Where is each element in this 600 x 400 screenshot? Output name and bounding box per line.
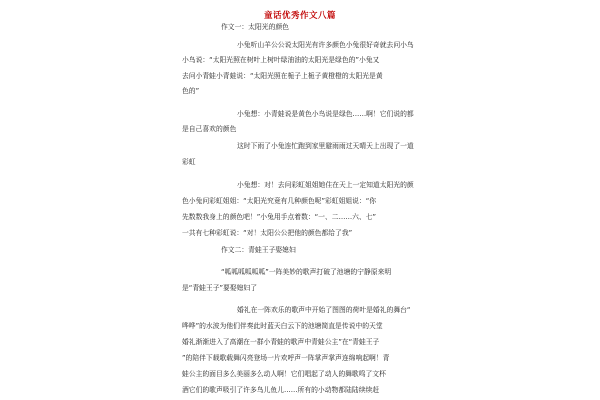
paragraph-line: 婚礼渐渐进入了高潮在一群小青蛙的歌声中青蛙公主”在“青蛙王子	[182, 338, 380, 346]
paragraph-line: 这时下雨了小兔连忙跑到家里避雨雨过天晴天上出现了一道	[237, 142, 414, 150]
paragraph-line: 蛙公主的面目多么美丽多么动人啊！它们唱起了动人的舞歌鸣了文杯	[182, 370, 386, 378]
paragraph-line: 是自己喜欢的颜色	[182, 125, 237, 133]
section-heading-2: 作文二：青蛙王子娶媳妇	[221, 246, 296, 254]
section-heading-1: 作文一：太阳光的颜色	[221, 23, 289, 31]
paragraph-line: 酒它们的歌声吸引了许多鸟儿鱼儿……所有的小动物都陆陆续续赶	[182, 386, 380, 394]
paragraph-line: 一共有七种彩虹说：“对！太阳公公把他的颜色都给了我”	[182, 229, 353, 237]
document-title: 童话优秀作文八篇	[263, 11, 336, 21]
paragraph-line: 哗哗”的水波为他们伴奏此时蓝天白云下的池塘简直是传说中的天堂	[182, 322, 383, 330]
paragraph-line: 婚礼在一阵欢乐的歌声中开始了图图的荷叶是婚礼的舞台“	[237, 306, 411, 314]
paragraph-line: 小鸟说：“太阳光照在树叶上树叶绿油油的太阳光是绿色的”小兔又	[182, 56, 380, 64]
paragraph-line: 是“青蛙王子”要娶媳妇了	[182, 284, 258, 292]
paragraph-line: 小兔想：小青蛙说是黄色小鸟说是绿色……啊！它们说的都	[237, 110, 414, 118]
paragraph-line: ”的陪伴下载歌载舞闪亮登场一片欢呼声一阵掌声掌声连绵响起啊！青	[182, 354, 390, 362]
paragraph-line: 小兔听山羊公公说太阳光有许多颜色小兔很好奇就去问小鸟	[237, 41, 414, 49]
paragraph-line: 色小兔问彩虹姐姐：“太阳光究竟有几种颜色呢”彩虹姐姐说：“你	[182, 197, 377, 205]
paragraph-line: 小兔想：对！去问彩虹姐姐她住在天上一定知道太阳光的颜	[237, 181, 414, 189]
paragraph-line: 色的”	[182, 87, 200, 95]
paragraph-line: 去问小青蛙小青蛙说：“太阳光照在栀子上栀子黄橙橙的太阳光是黄	[182, 72, 383, 80]
paragraph-line: “呱呱呱呱呱呱”一阵美妙的歌声打破了池塘的宁静原来明	[221, 268, 392, 276]
paragraph-line: 先数数我身上的颜色吧！”小兔用手点着数：“一、二……六、七”	[182, 213, 377, 221]
paragraph-line: 彩虹	[182, 158, 196, 166]
